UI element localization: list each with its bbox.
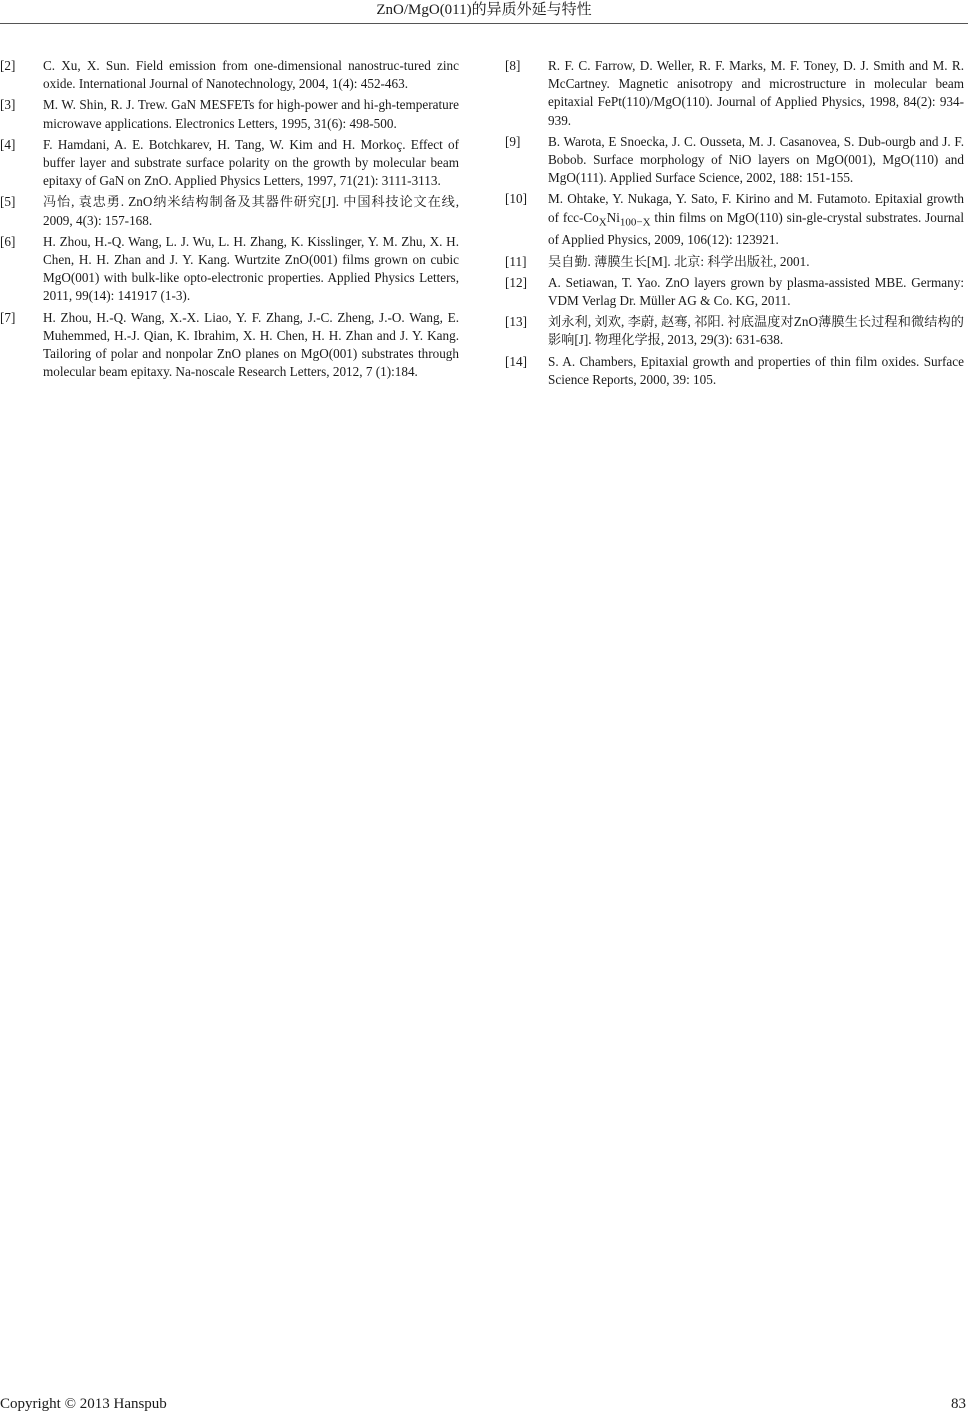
reference-item xyxy=(505,353,964,389)
subscript-x: X xyxy=(598,216,607,229)
reference-item xyxy=(505,190,964,249)
reference-number: [13] xyxy=(505,314,527,330)
reference-item xyxy=(505,133,964,188)
reference-number: [3] xyxy=(0,97,16,113)
reference-text: H. Zhou, H.-Q. Wang, X.-X. Liao, Y. F. Zhang, J.-C. Zheng, J.-O. Wang, E. Muhemmed, H.-J. Qian, K. Ibrahim, X. H. Chen, H. H. Zhan and J. Y. Kang. Tailoring of polar and nonpolar ZnO planes on MgO(001) substrates through molecular beam epitaxy. Na-noscale Research Letters, 2012, 7 (1):184. xyxy=(43,309,459,380)
reference-item xyxy=(0,57,459,93)
running-header-title: ZnO/MgO(011)的异质外延与特性 xyxy=(376,2,592,18)
reference-item xyxy=(0,309,459,382)
reference-number: [12] xyxy=(505,274,527,290)
reference-number: [9] xyxy=(505,133,521,149)
references-left-column xyxy=(0,57,459,384)
reference-number: [4] xyxy=(0,136,16,152)
reference-text: H. Zhou, H.-Q. Wang, L. J. Wu, L. H. Zhang, K. Kisslinger, Y. M. Zhu, X. H. Chen, H. H. Zhan and J. Y. Kang. Wurtzite ZnO(001) films grown on cubic MgO(001) with bulk-like opto-electronic properties. Applied Physics Letters, 2011, 99(14): 141917 (1-3). xyxy=(43,233,459,304)
reference-item xyxy=(0,136,459,191)
reference-text: R. F. C. Farrow, D. Weller, R. F. Marks, M. F. Toney, D. J. Smith and M. R. McCartney. Magnetic anisotropy and microstructure in molecular beam epitaxial FePt(110)/MgO(110). Journal of Applied Physics, 1998, 84(2): 934-939. xyxy=(548,58,964,128)
reference-number: [6] xyxy=(0,233,16,249)
reference-text: B. Warota, E Snoecka, J. C. Ousseta, M. J. Casanovea, S. Dub-ourgb and J. F. Bobob. Surface morphology of NiO layers on MgO(001), MgO(110) and MgO(111). Applied Surface Science, 2002, 188: 151-155. xyxy=(548,133,964,186)
reference-item xyxy=(505,274,964,310)
reference-number: [11] xyxy=(505,253,527,269)
reference-text: F. Hamdani, A. E. Botchkarev, H. Tang, W. Kim and H. Morkoç. Effect of buffer layer and substrate surface polarity on the growth by molecular beam epitaxy of GaN on ZnO. Applied Physics Letters, 1997, 71(21): 3111-3113. xyxy=(43,136,459,189)
reference-item xyxy=(505,253,964,271)
running-header xyxy=(0,0,968,20)
reference-text-part: Ni xyxy=(606,209,620,225)
reference-text-part: M. Ohtake, Y. Nukaga, Y. Sato, F. Kirino and M. Futamoto. Epitaxial growth of fcc-Co xyxy=(548,191,964,225)
reference-number: [2] xyxy=(0,58,16,73)
reference-text: 吴自勤. 薄膜生长[M]. 北京: 科学出版社, 2001. xyxy=(548,253,810,269)
reference-number: [10] xyxy=(505,191,527,207)
reference-item xyxy=(0,233,459,306)
reference-text: 刘永利, 刘欢, 李蔚, 赵骞, 祁阳. 衬底温度对ZnO薄膜生长过程和微结构的影响[J]. 物理化学报, 2013, 29(3): 631-638. xyxy=(548,314,964,348)
reference-text: M. W. Shin, R. J. Trew. GaN MESFETs for high-power and hi-gh-temperature microwave applications. Electronics Letters, 1995, 31(6): 498-500. xyxy=(43,97,459,131)
reference-text: A. Setiawan, T. Yao. ZnO layers grown by plasma-assisted MBE. Germany: VDM Verlag Dr. Müller AG & Co. KG, 2011. xyxy=(548,274,964,309)
reference-item xyxy=(0,96,459,132)
reference-number: [7] xyxy=(0,309,16,325)
reference-item xyxy=(505,57,964,130)
reference-text-part: thin films on MgO(110) sin-gle-crystal substrates. Journal of Applied Physics, 2009, 106(12): 123921. xyxy=(548,209,964,248)
copyright-notice: Copyright © 2013 Hanspub xyxy=(0,1396,167,1412)
reference-item xyxy=(505,313,964,349)
header-divider xyxy=(0,23,968,24)
page-number: 83 xyxy=(951,1396,966,1412)
subscript-100-x: 100−X xyxy=(619,216,651,229)
reference-text xyxy=(548,190,964,249)
reference-item xyxy=(0,193,459,229)
reference-text: 冯怡, 袁忠勇. ZnO纳米结构制备及其器件研究[J]. 中国科技论文在线, 2009, 4(3): 157-168. xyxy=(43,194,459,228)
reference-number: [14] xyxy=(505,353,527,369)
reference-number: [8] xyxy=(505,58,521,73)
reference-text: C. Xu, X. Sun. Field emission from one-dimensional nanostruc-tured zinc oxide. International Journal of Nanotechnology, 2004, 1(4): 452-463. xyxy=(43,58,459,92)
reference-number: [5] xyxy=(0,194,16,210)
references-right-column xyxy=(505,57,964,392)
reference-text: S. A. Chambers, Epitaxial growth and properties of thin film oxides. Surface Science Reports, 2000, 39: 105. xyxy=(548,353,964,387)
